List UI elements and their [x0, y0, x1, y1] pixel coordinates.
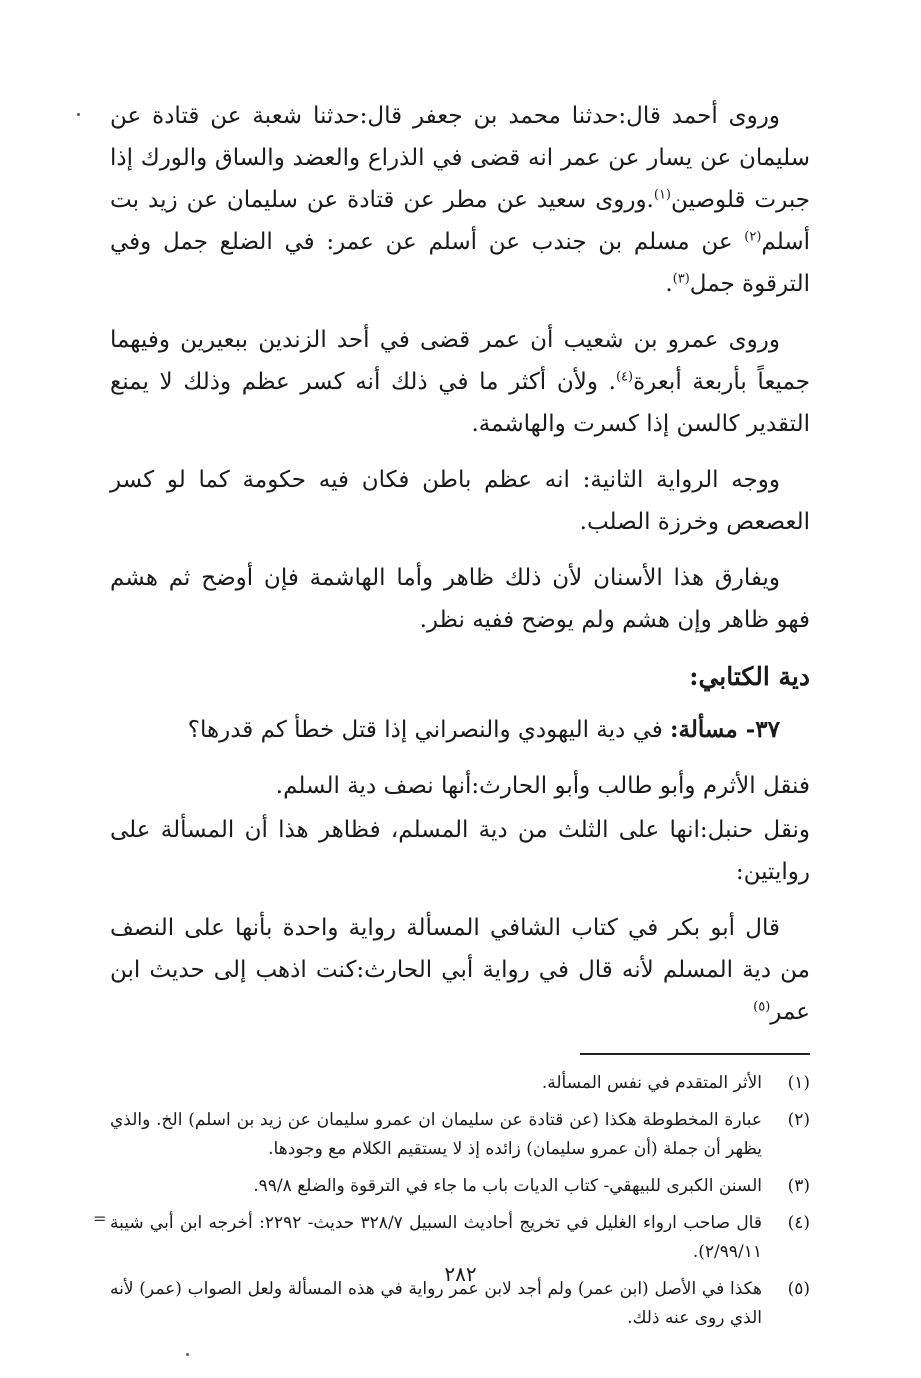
footnote-2 — [110, 1106, 810, 1164]
footnote-text: الأثر المتقدم في نفس المسألة. — [541, 1073, 762, 1093]
paragraph-1-text-a: وروى أحمد قال:حدثنا محمد بن جعفر قال:حدثنا شعبة عن قتادة عن سليمان عن يسار عن عمر انه قضى في الذراع والعضد والساق والورك إذا جبرت قلوصين — [110, 103, 810, 213]
margin-dot-top — [77, 113, 80, 116]
section-heading: دية الكتابي: — [689, 662, 810, 691]
question-number: ٣٧- مسألة: — [670, 716, 780, 743]
paragraph-3: ووجه الرواية الثانية: انه عظم باطن فكان فيه حكومة كما لو كسر العصعص وخرزة الصلب. — [110, 467, 810, 535]
footnote-number: (١) — [787, 1073, 810, 1093]
paragraph-1-text-b: .وروى سعيد عن مطر عن قتادة عن سليمان عن زيد بت أسلم — [110, 187, 810, 255]
margin-mark: = — [93, 1209, 107, 1228]
footnote-ref-1: (١) — [653, 187, 671, 203]
paragraph-2-text-a: وروى عمرو بن شعيب أن عمر قضى في أحد الزندين ببعيرين وفيهما جميعاً بأربعة أبعرة — [110, 327, 810, 395]
paragraph-2 — [110, 319, 810, 445]
footnote-ref-2: (٢) — [744, 229, 762, 245]
paragraph-6: ونقل حنبل:انها على الثلث من دية المسلم، فظاهر هذا أن المسألة على روايتين: — [110, 817, 810, 885]
paragraph-2-text-b: . ولأن أكثر ما في ذلك أنه كسر عظم وذلك لا يمنع التقدير كالسن إذا كسرت والهاشمة. — [110, 369, 810, 437]
paragraph-1 — [110, 95, 810, 305]
footnote-number: (٢) — [787, 1110, 810, 1130]
footnotes — [110, 1069, 810, 1333]
footnote-ref-5: (٥) — [753, 999, 771, 1015]
footnote-text: السنن الكبرى للبيهقي- كتاب الديات باب ما جاء في الترقوة والضلع ٩٩/٨. — [253, 1176, 762, 1196]
footnote-number: (٤) — [787, 1213, 810, 1233]
margin-dot-bottom — [186, 1353, 189, 1356]
footnote-text: عبارة المخطوطة هكذا (عن قتادة عن سليمان ان عمرو سليمان عن زيد بن اسلم) الخ. والذي يظهر أن جملة (أن عمرو سليمان) زائده إذ لا يستقيم الكلام مع وجودها. — [110, 1110, 762, 1159]
footnote-1 — [110, 1069, 810, 1098]
footnote-ref-4: (٤) — [615, 369, 634, 385]
page-body — [110, 95, 810, 1341]
footnote-separator-wrap — [110, 1047, 810, 1069]
footnote-separator — [580, 1053, 810, 1055]
paragraph-4: ويفارق هذا الأسنان لأن ذلك ظاهر وأما الهاشمة فإن أوضح ثم هشم فهو ظاهر وإن هشم ولم يوضح ففيه نظر. — [110, 565, 810, 633]
paragraph-5: فنقل الأثرم وأبو طالب وأبو الحارث:أنها نصف دية السلم. — [275, 773, 810, 799]
paragraph-1-text-d: . — [665, 271, 673, 297]
footnote-number: (٥) — [787, 1279, 810, 1299]
question-text: في دية اليهودي والنصراني إذا قتل خطأ كم قدرها؟ — [187, 717, 671, 743]
paragraph-7 — [110, 907, 810, 1033]
paragraph-7-text-a: قال أبو بكر في كتاب الشافي المسألة رواية واحدة بأنها على النصف من دية المسلم لأنه قال في رواية أبي الحارث:كنت اذهب إلى حديث ابن عمر — [110, 915, 810, 1025]
footnote-ref-3: (٣) — [672, 271, 690, 287]
footnote-3 — [110, 1172, 810, 1201]
paragraph-1-text-c: عن مسلم بن جندب عن أسلم عن عمر: في الضلع جمل وفي الترقوة جمل — [110, 229, 810, 297]
question-37 — [110, 709, 810, 751]
page-number: ٢٨٢ — [444, 1262, 477, 1286]
footnote-4 — [110, 1209, 810, 1267]
footnote-text: هكذا في الأصل (ابن عمر) ولم أجد لابن عمر رواية في هذه المسألة ولعل الصواب (عمر) لأنه الذي روى عنه ذلك. — [110, 1279, 762, 1328]
footnote-number: (٣) — [787, 1176, 810, 1196]
footnote-text: قال صاحب ارواء الغليل في تخريج أحاديث السبيل ٣٢٨/٧ حديث- ٢٢٩٢: أخرجه ابن أبي شيبة ٢/٩٩/١١). — [110, 1213, 762, 1262]
